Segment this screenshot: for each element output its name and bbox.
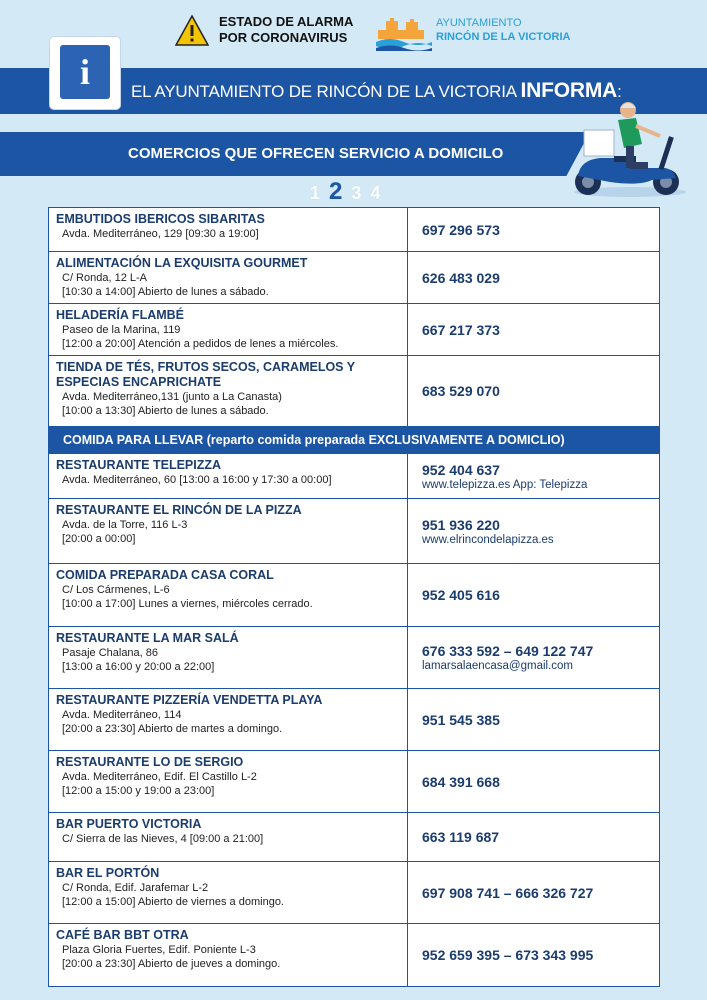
page-3[interactable]: 3	[351, 183, 364, 203]
info-icon: i	[60, 45, 110, 99]
business-name: HELADERÍA FLAMBÉ	[56, 308, 185, 322]
phone-number[interactable]: 951 936 220	[422, 516, 500, 533]
info-badge	[50, 37, 120, 109]
table-row	[49, 564, 659, 627]
alarm-line-1: ESTADO DE ALARMA	[219, 14, 354, 29]
business-detail: [12:00 a 15:00 y 19:00 a 23:00]	[62, 785, 215, 797]
table-row	[49, 862, 659, 924]
web-contact[interactable]: lamarsalaencasa@gmail.com	[422, 660, 574, 672]
phone-number[interactable]: 952 404 637	[422, 461, 500, 478]
business-info-cell	[49, 356, 408, 426]
business-detail: [20:00 a 23:30] Abierto de martes a domingo.	[62, 723, 283, 735]
contact-cell	[408, 208, 659, 251]
business-info-cell	[49, 627, 408, 688]
phone-number[interactable]: 667 217 373	[422, 321, 500, 338]
web-contact[interactable]: www.telepizza.es App: Telepizza	[422, 478, 588, 491]
section-takeaway	[49, 454, 659, 986]
contact-cell	[408, 689, 659, 750]
town-hall-name	[436, 16, 570, 44]
business-name: RESTAURANTE EL RINCÓN DE LA PIZZA	[56, 503, 302, 517]
contact-cell	[408, 499, 659, 563]
business-info-cell	[49, 689, 408, 750]
contact-cell	[408, 862, 659, 923]
banner-title-prefix: EL AYUNTAMIENTO DE RINCÓN DE LA VICTORIA	[131, 82, 516, 101]
business-name: RESTAURANTE LO DE SERGIO	[56, 755, 244, 769]
business-info-cell	[49, 252, 408, 303]
delivery-scooter-icon	[570, 96, 690, 200]
business-detail: C/ Sierra de las Nieves, 4 [09:00 a 21:00]	[62, 833, 264, 845]
phone-number[interactable]: 952 659 395 – 673 343 995	[422, 947, 594, 963]
business-info-cell	[49, 564, 408, 626]
phone-number[interactable]: 663 119 687	[422, 829, 500, 845]
business-detail: [10:00 a 13:30] Abierto de lunes a sábado.	[62, 405, 269, 417]
business-detail: Avda. Mediterráneo, 114	[62, 709, 182, 721]
phone-number[interactable]: 697 296 573	[422, 221, 500, 238]
business-detail: [10:00 a 17:00] Lunes a viernes, miércoles cerrado.	[62, 598, 313, 610]
business-detail: Pasaje Chalana, 86	[62, 647, 159, 659]
town-hall-line-2: RINCÓN DE LA VICTORIA	[436, 31, 571, 43]
section-takeaway-header: COMIDA PARA LLEVAR (reparto comida preparada EXCLUSIVAMENTE A DOMICLIO)	[49, 426, 659, 454]
business-detail: Avda. Mediterráneo, 60 [13:00 a 16:00 y 17:30 a 00:00]	[62, 474, 332, 486]
business-name: BAR PUERTO VICTORIA	[56, 817, 202, 831]
table-row	[49, 252, 659, 304]
business-name: RESTAURANTE TELEPIZZA	[56, 458, 222, 472]
phone-number[interactable]: 683 529 070	[422, 383, 500, 399]
business-info-cell	[49, 862, 408, 923]
business-info-cell	[49, 751, 408, 812]
page-1[interactable]: 1	[310, 183, 323, 203]
business-name: ALIMENTACIÓN LA EXQUISITA GOURMET	[56, 256, 308, 270]
contact-cell	[408, 356, 659, 426]
business-info-cell	[49, 924, 408, 986]
banner-title-suffix: :	[617, 82, 622, 101]
business-detail: [10:30 a 14:00] Abierto de lunes a sábado.	[62, 286, 269, 298]
business-detail: Avda. Mediterráneo, 129 [09:30 a 19:00]	[62, 228, 259, 240]
warning-icon	[175, 14, 209, 48]
page-4[interactable]: 4	[370, 183, 383, 203]
business-detail: Paseo de la Marina, 119	[62, 324, 181, 336]
contact-cell	[408, 751, 659, 812]
table-row	[49, 304, 659, 356]
business-detail: C/ Ronda, 12 L-A	[62, 272, 147, 284]
pagination	[310, 178, 382, 206]
table-row	[49, 813, 659, 862]
business-name: BAR EL PORTÓN	[56, 866, 160, 880]
table-row	[49, 208, 659, 252]
phone-number[interactable]: 684 391 668	[422, 773, 500, 790]
business-info-cell	[49, 304, 408, 355]
business-name: EMBUTIDOS IBERICOS SIBARITAS	[56, 212, 265, 226]
business-detail: [12:00 a 20:00] Atención a pedidos de lenes a miércoles.	[62, 338, 339, 350]
table-row	[49, 356, 659, 426]
business-info-cell	[49, 208, 408, 251]
business-detail: [13:00 a 16:00 y 20:00 a 22:00]	[62, 661, 215, 673]
section-shops	[49, 208, 659, 426]
contact-cell	[408, 813, 659, 861]
business-name: RESTAURANTE PIZZERÍA VENDETTA PLAYA	[56, 693, 323, 707]
table-row	[49, 454, 659, 499]
castle-logo-icon	[376, 16, 432, 52]
business-detail: C/ Ronda, Edif. Jarafemar L-2	[62, 882, 209, 894]
business-name: RESTAURANTE LA MAR SALÁ	[56, 631, 239, 645]
phone-number[interactable]: 676 333 592 – 649 122 747	[422, 643, 594, 659]
contact-cell	[408, 454, 659, 498]
web-contact[interactable]: www.elrincondelapizza.es	[422, 533, 554, 546]
banner-title-strong: INFORMA	[520, 79, 618, 102]
alarm-notice	[175, 14, 353, 50]
town-hall-line-1: AYUNTAMIENTO	[436, 17, 522, 29]
contact-cell	[408, 564, 659, 626]
business-name: COMIDA PREPARADA CASA CORAL	[56, 568, 274, 582]
phone-number[interactable]: 626 483 029	[422, 269, 500, 286]
subtitle: COMERCIOS QUE OFRECEN SERVICIO A DOMICILO	[128, 145, 504, 162]
table-row	[49, 924, 659, 986]
page-2-current[interactable]: 2	[329, 178, 345, 205]
table-row	[49, 689, 659, 751]
business-detail: [20:00 a 23:30] Abierto de jueves a domingo.	[62, 958, 281, 970]
phone-number[interactable]: 697 908 741 – 666 326 727	[422, 884, 594, 901]
business-info-cell	[49, 499, 408, 563]
phone-number[interactable]: 951 545 385	[422, 711, 500, 728]
contact-cell	[408, 627, 659, 688]
table-row	[49, 627, 659, 689]
business-info-cell	[49, 813, 408, 861]
business-detail: C/ Los Cármenes, L-6	[62, 584, 170, 596]
alarm-line-2: POR CORONAVIRUS	[219, 30, 348, 45]
banner-title	[131, 79, 622, 103]
alarm-text	[219, 14, 353, 46]
phone-number[interactable]: 952 405 616	[422, 587, 500, 603]
contact-cell	[408, 304, 659, 355]
contact-cell	[408, 252, 659, 303]
business-name: CAFÉ BAR BBT OTRA	[56, 928, 189, 942]
business-detail: [20:00 a 00:00]	[62, 533, 136, 545]
town-hall-logo	[376, 16, 570, 52]
contact-cell	[408, 924, 659, 986]
business-detail: Avda. Mediterráneo,131 (junto a La Canasta)	[62, 391, 282, 403]
business-detail: Avda. de la Torre, 116 L-3	[62, 519, 188, 531]
business-detail: Plaza Gloria Fuertes, Edif. Poniente L-3	[62, 944, 256, 956]
business-detail: Avda. Mediterráneo, Edif. El Castillo L-2	[62, 771, 257, 783]
business-info-cell	[49, 454, 408, 498]
table-row	[49, 499, 659, 564]
table-row	[49, 751, 659, 813]
business-detail: [12:00 a 15:00] Abierto de viernes a domingo.	[62, 896, 284, 908]
business-table	[48, 207, 660, 987]
business-name: TIENDA DE TÉS, FRUTOS SECOS, CARAMELOS Y ESPECIAS ENCAPRICHATE	[56, 360, 355, 389]
